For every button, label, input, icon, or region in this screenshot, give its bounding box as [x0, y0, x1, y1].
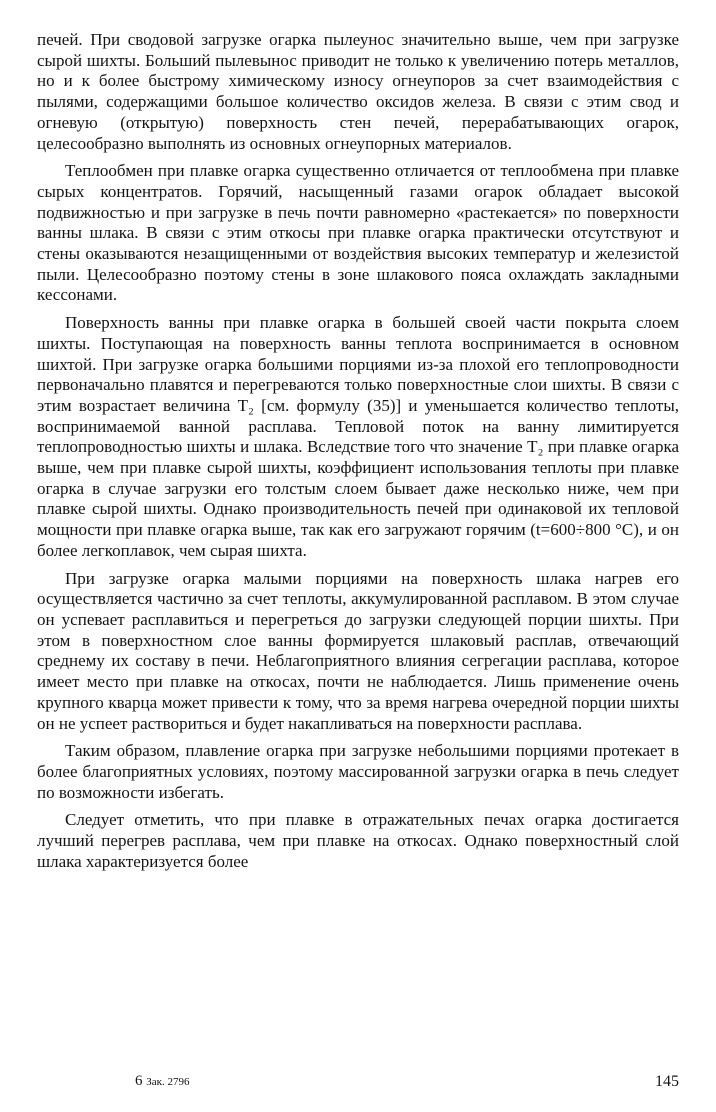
- page-body: [37, 30, 679, 872]
- paragraph-2: Теплообмен при плавке огарка существенно отличается от теплообмена при плавке сырых концентратов. Горячий, насыщенный газами огарок обладает высокой подвижностью и при загрузке в печь почти равномерно «растекается» по поверхности ванны шлака. В связи с этим откосы при плавке огарка практически отсутствуют и стены оказываются незащищенными от воздействия высоких температур и железистой пыли. Целесообразно поэтому стены в зоне шлакового пояса охлаждать закладными кессонами.: [37, 161, 679, 305]
- paragraph-5: Таким образом, плавление огарка при загрузке небольшими порциями протекает в более благоприятных условиях, поэтому массированной загрузки огарка в печь следует по возможности избегать.: [37, 741, 679, 802]
- signature-order: Зак. 2796: [146, 1076, 190, 1088]
- signature-number: 6: [135, 1073, 143, 1089]
- page-footer: [135, 1070, 679, 1094]
- printer-signature: [135, 1073, 190, 1090]
- paragraph-1: печей. При сводовой загрузке огарка пылеунос значительно выше, чем при загрузке сырой шихты. Больший пылевынос приводит не только к увеличению потерь металлов, но и к более быстрому химическому износу огнеупоров за счет взаимодействия с пылями, содержащими большое количество оксидов железа. В связи с этим свод и огневую (открытую) поверхность стен печей, перерабатывающих огарок, целесообразно выполнять из основных огнеупорных материалов.: [37, 30, 679, 153]
- page-number: 145: [655, 1073, 679, 1090]
- paragraph-6: Следует отметить, что при плавке в отражательных печах огарка достигается лучший перегрев расплава, чем при плавке на откосах. Однако поверхностный слой шлака характеризуется более: [37, 810, 679, 871]
- paragraph-3: Поверхность ванны при плавке огарка в большей своей части покрыта слоем шихты. Поступающая на поверхность ванны теплота воспринимается в основном шихтой. При загрузке огарка большими порциями из-за плохой его теплопроводности первоначально плавятся и перегреваются только поверхностные слои шихты. В связи с этим возрастает величина T₂ [см. формулу (35)] и уменьшается количество теплоты, воспринимаемой ванной расплава. Тепловой поток на ванну лимитируется теплопроводностью шихты и шлака. Вследствие того что значение T₂ при плавке огарка выше, чем при плавке сырой шихты, коэффициент использования теплоты при плавке огарка в случае загрузки его толстым слоем бывает даже несколько ниже, чем при плавке сырой шихты. Однако производительность печей при одинаковой их тепловой мощности при плавке огарка выше, так как его загружают горячим (t=600÷800 °C), и он более легкоплавок, чем сырая шихта.: [37, 313, 679, 560]
- paragraph-4: При загрузке огарка малыми порциями на поверхность шлака нагрев его осуществляется частично за счет теплоты, аккумулированной расплавом. В этом случае он успевает расплавиться и перегреться до загрузки следующей порции шихты. При этом в поверхностном слое ванны формируется шлаковый расплав, отвечающий среднему их составу в печи. Неблагоприятного влияния сегрегации расплава, которое имеет место при плавке на откосах, почти не наблюдается. Лишь применение очень крупного кварца может привести к тому, что за время нагрева очередной порции шихты он не успеет раствориться и будет накапливаться на поверхности расплава.: [37, 568, 679, 733]
